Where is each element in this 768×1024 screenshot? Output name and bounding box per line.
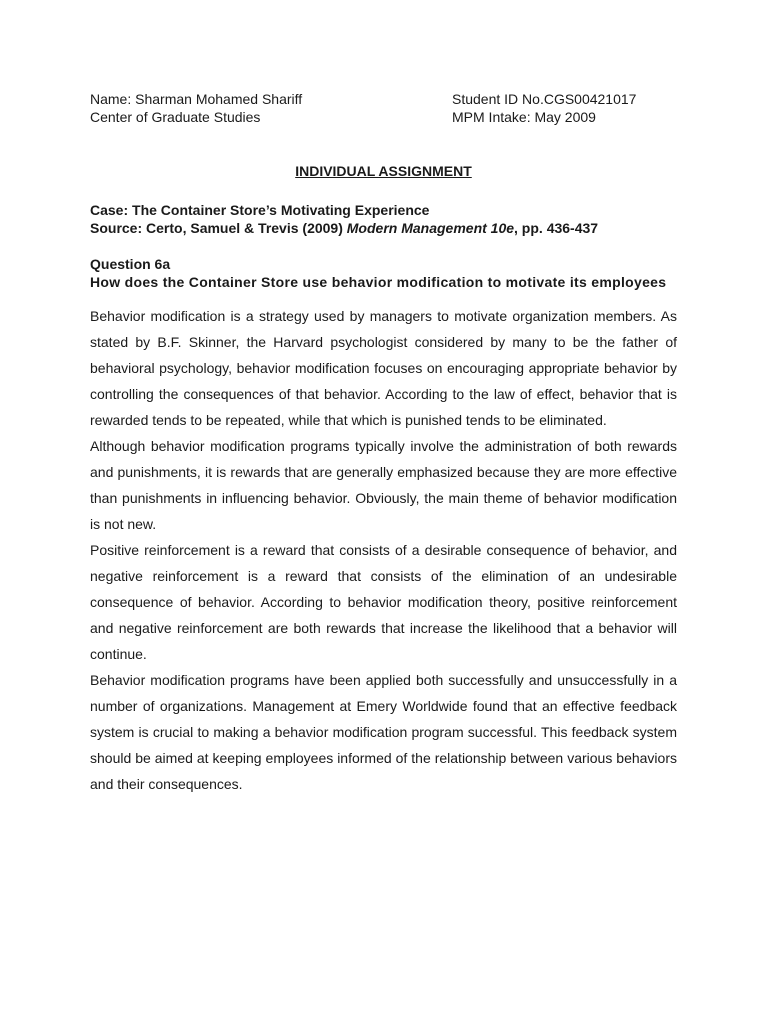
- paragraph: Although behavior modification programs typically involve the administration of both rewards and punishments, it is rewards that are generally emphasized because they are more effective than punishments in influencing behavior. Obviously, the main theme of behavior modification is not new.: [90, 438, 677, 532]
- document-page: [90, 90, 677, 797]
- source-suffix: , pp. 436-437: [514, 220, 599, 236]
- center-name: Center of Graduate Studies: [90, 109, 261, 125]
- source-prefix: Source: Certo, Samuel & Trevis (2009): [90, 220, 347, 236]
- intake: MPM Intake: May 2009: [452, 109, 596, 125]
- question-label: Question 6a: [90, 256, 171, 272]
- case-line: Case: The Container Store’s Motivating Experience: [90, 202, 430, 218]
- header-right: [452, 90, 677, 126]
- paragraph: Behavior modification is a strategy used by managers to motivate organization members. As stated by B.F. Skinner, the Harvard psychologist considered by many to be the father of behavioral psychology, behavior modification focuses on encouraging appropriate behavior by controlling the consequences of that behavior. According to the law of effect, behavior that is rewarded tends to be repeated, while that which is punished tends to be eliminated.: [90, 308, 677, 428]
- case-block: [90, 201, 677, 237]
- question-text: How does the Container Store use behavior modification to motivate its employees: [90, 274, 667, 290]
- paragraph: Behavior modification programs have been applied both successfully and unsuccessfully in a number of organizations. Management at Emery Worldwide found that an effective feedback system is crucial to making a behavior modification program successful. This feedback system should be aimed at keeping employees informed of the relationship between various behaviors and their consequences.: [90, 672, 677, 792]
- student-id: Student ID No.CGS00421017: [452, 91, 637, 107]
- question-block: [90, 255, 677, 291]
- source-line: [90, 219, 677, 237]
- document-title: INDIVIDUAL ASSIGNMENT: [295, 163, 472, 179]
- header: [90, 90, 677, 126]
- header-left: [90, 90, 452, 126]
- source-book: Modern Management 10e: [346, 220, 515, 236]
- paragraph: Positive reinforcement is a reward that consists of a desirable consequence of behavior, and negative reinforcement is a reward that consists of the elimination of an undesirable consequence of behavior. According to behavior modification theory, positive reinforcement and negative reinforcement are both rewards that increase the likelihood that a behavior will continue.: [90, 542, 677, 662]
- student-name: Name: Sharman Mohamed Shariff: [90, 91, 303, 107]
- body-text: [90, 303, 677, 797]
